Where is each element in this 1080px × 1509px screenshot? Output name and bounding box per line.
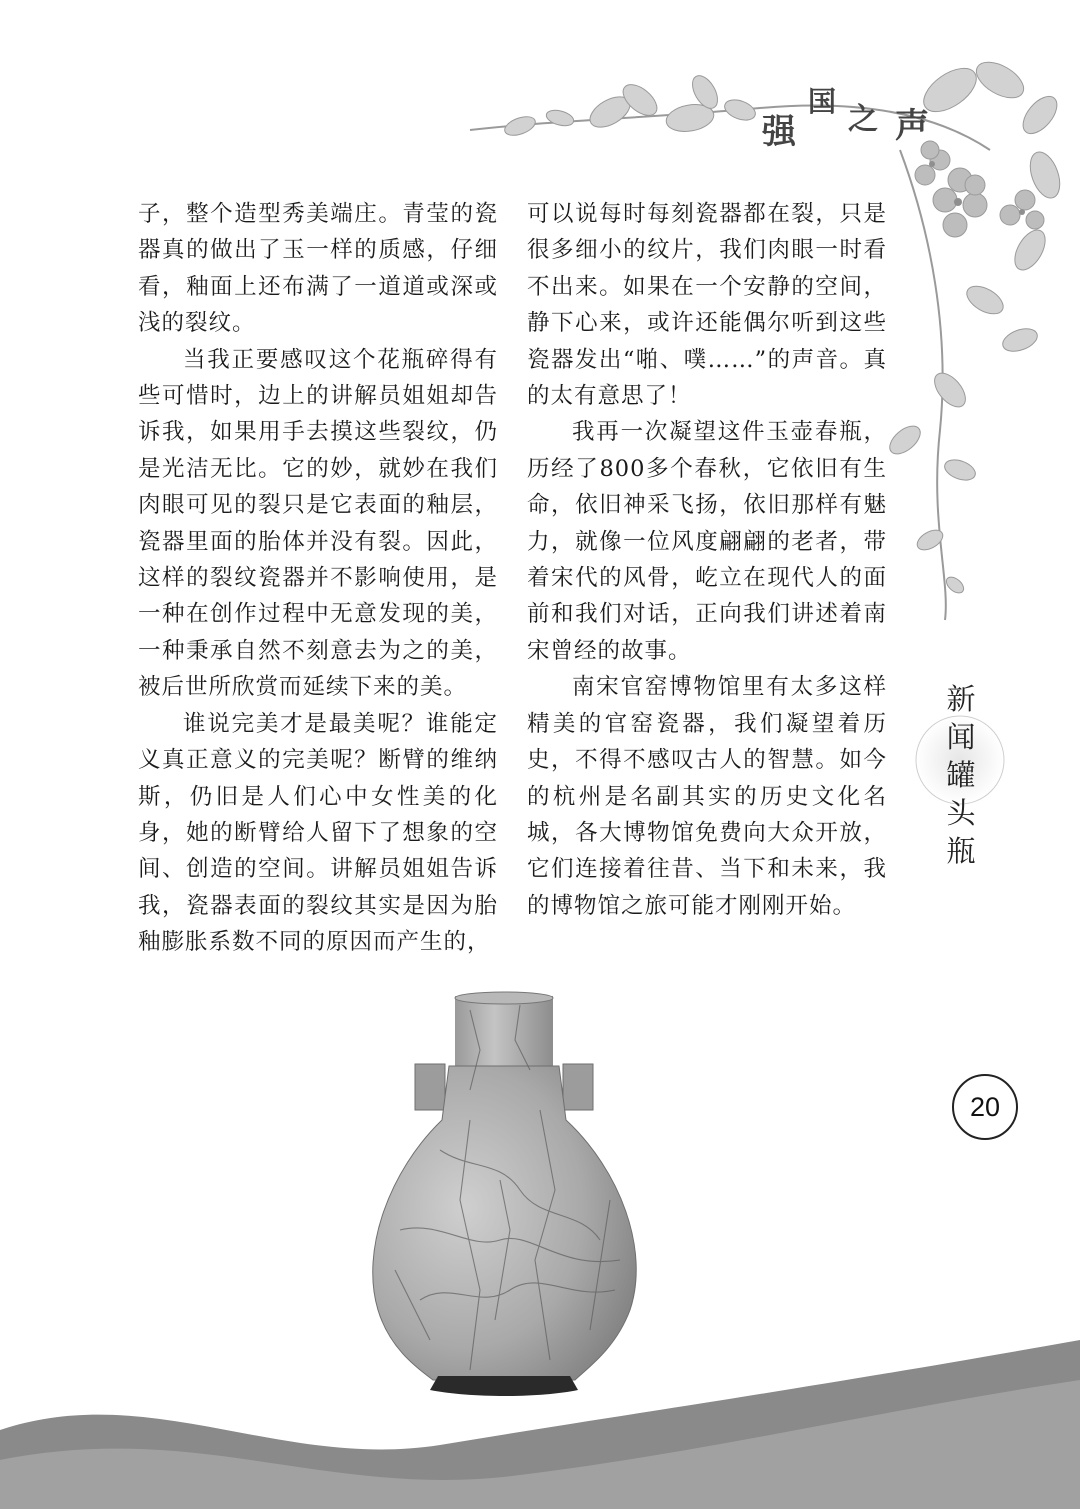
page-number: 20 xyxy=(952,1074,1018,1140)
celadon-vase-image xyxy=(373,992,636,1396)
section-badge-char: 罐 xyxy=(946,758,976,792)
paragraph: 当我正要感叹这个花瓶碎得有些可惜时，边上的讲解员姐姐却告诉我，如果用手去摸这些裂纹，仍是光洁无比。它的妙，就妙在我们肉眼可见的裂只是它表面的釉层，瓷器里面的胎体并没有裂。因此，这样的裂纹瓷器并不影响使用，是一种在创作过程中无意发现的美，一种秉承自然不刻意去为之的美，被后世所欣赏而延续下来的美。 xyxy=(138,346,498,701)
section-badge-char: 头 xyxy=(946,796,976,830)
section-badge-char: 瓶 xyxy=(946,834,976,868)
paragraph: 南宋官窑博物馆里有太多这样精美的官窑瓷器，我们凝望着历史，不得不感叹古人的智慧。如今的杭州是名副其实的历史文化名城，各大博物馆免费向大众开放，它们连接着往昔、当下和未来，我的博物馆之旅可能才刚刚开始。 xyxy=(527,674,887,919)
paragraph: 谁说完美才是最美呢？谁能定义真正意义的完美呢？断臂的维纳斯，仍旧是人们心中女性美的化身，她的断臂给人留下了想象的空间、创造的空间。讲解员姐姐告诉我，瓷器表面的裂纹其实是因为胎釉膨胀系数不同的原因而产生的， xyxy=(138,710,498,956)
paragraph: 我再一次凝望这件玉壶春瓶，历经了800多个春秋，它依旧有生命，依旧神采飞扬，依旧那样有魅力，就像一位风度翩翩的老者，带着宋代的风骨，屹立在现代人的面前和我们对话，正向我们讲述着南宋曾经的故事。 xyxy=(527,419,887,664)
paragraph: 可以说每时每刻瓷器都在裂，只是很多细小的纹片，我们肉眼一时看不出来。如果在一个安静的空间，静下心来，或许还能偶尔听到这些瓷器发出“啪、噗……”的声音。真的太有意思了！ xyxy=(527,201,887,410)
paragraph: 子，整个造型秀美端庄。青莹的瓷器真的做出了玉一样的质感，仔细看，釉面上还布满了一道道或深或浅的裂纹。 xyxy=(138,201,498,337)
column-title-char: 之 xyxy=(848,102,878,137)
article-right-column xyxy=(527,196,887,924)
column-title-char: 强 xyxy=(762,112,796,152)
section-badge xyxy=(918,680,1004,870)
section-badge-char: 闻 xyxy=(946,720,976,754)
section-badge-char: 新 xyxy=(946,682,976,716)
column-title-char: 国 xyxy=(808,85,837,118)
column-title-char: 声 xyxy=(895,106,929,146)
article-left-column xyxy=(138,196,498,961)
